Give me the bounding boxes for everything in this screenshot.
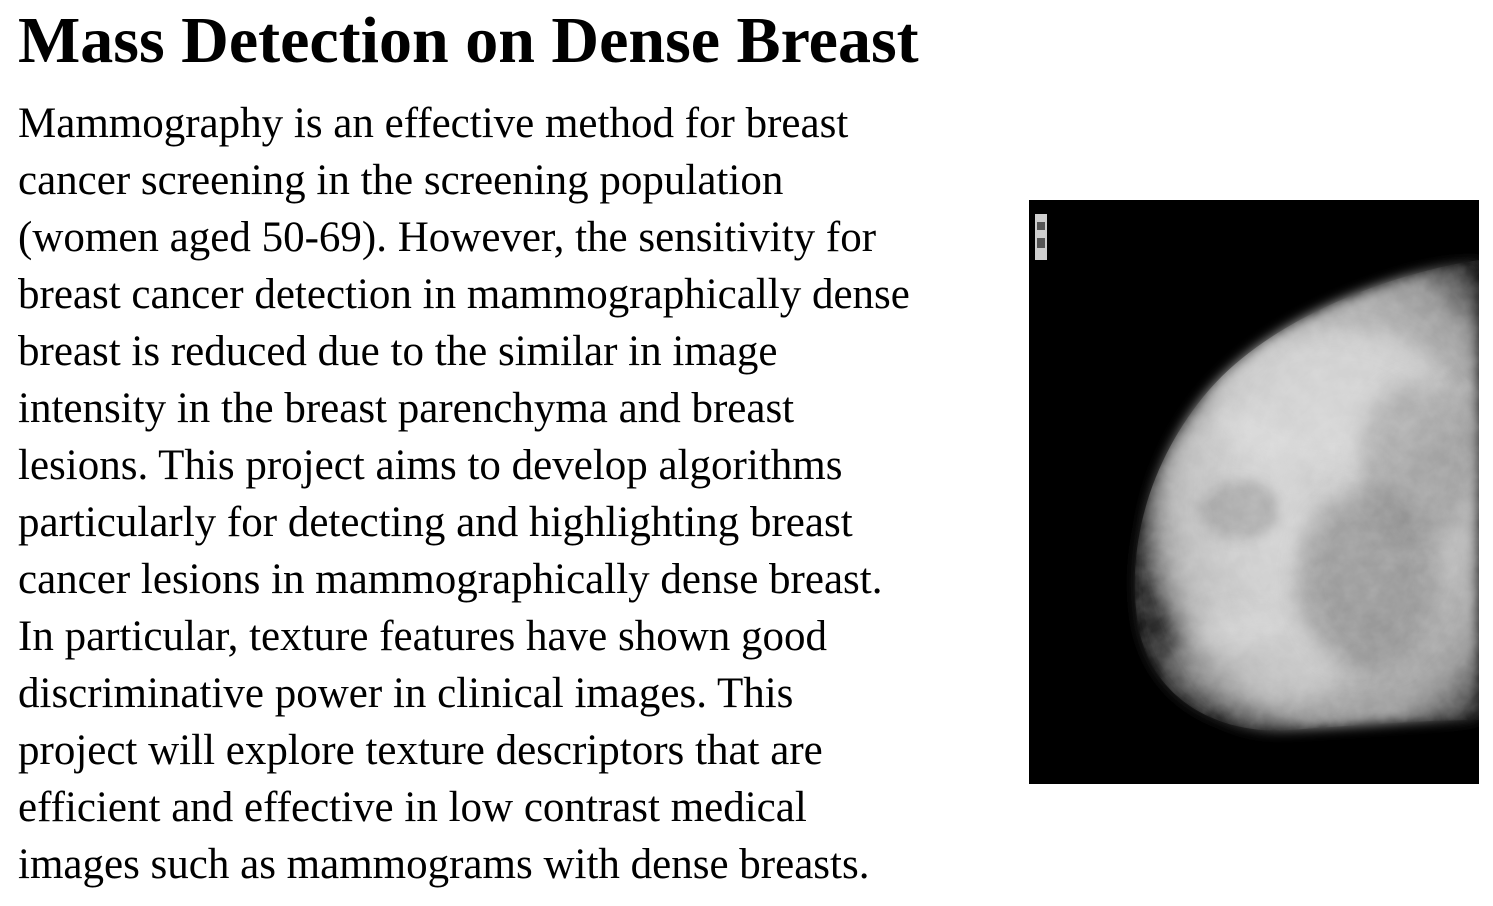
description-line: breast cancer detection in mammographically dense bbox=[18, 271, 910, 318]
description-line: cancer lesions in mammographically dense breast. bbox=[18, 556, 883, 603]
description-line: discriminative power in clinical images. This bbox=[18, 670, 794, 717]
description-line: intensity in the breast parenchyma and breast bbox=[18, 385, 795, 432]
description-line: project will explore texture descriptors that are bbox=[18, 727, 823, 774]
description-line: images such as mammograms with dense breasts. bbox=[18, 841, 870, 888]
mammogram-illustration bbox=[1029, 200, 1479, 784]
description-line: (women aged 50-69). However, the sensitivity for bbox=[18, 214, 877, 261]
page-title: Mass Detection on Dense Breast bbox=[18, 4, 919, 77]
mammogram-image bbox=[1029, 200, 1479, 784]
description-line: breast is reduced due to the similar in image bbox=[18, 328, 778, 375]
film-marker bbox=[1035, 214, 1047, 260]
description-line: lesions. This project aims to develop algorithms bbox=[18, 442, 843, 489]
project-description bbox=[18, 95, 1018, 893]
description-line: particularly for detecting and highlighting breast bbox=[18, 499, 853, 546]
description-line: efficient and effective in low contrast medical bbox=[18, 784, 807, 831]
description-line: cancer screening in the screening population bbox=[18, 157, 784, 204]
description-line: Mammography is an effective method for breast bbox=[18, 100, 849, 147]
description-line: In particular, texture features have shown good bbox=[18, 613, 828, 660]
